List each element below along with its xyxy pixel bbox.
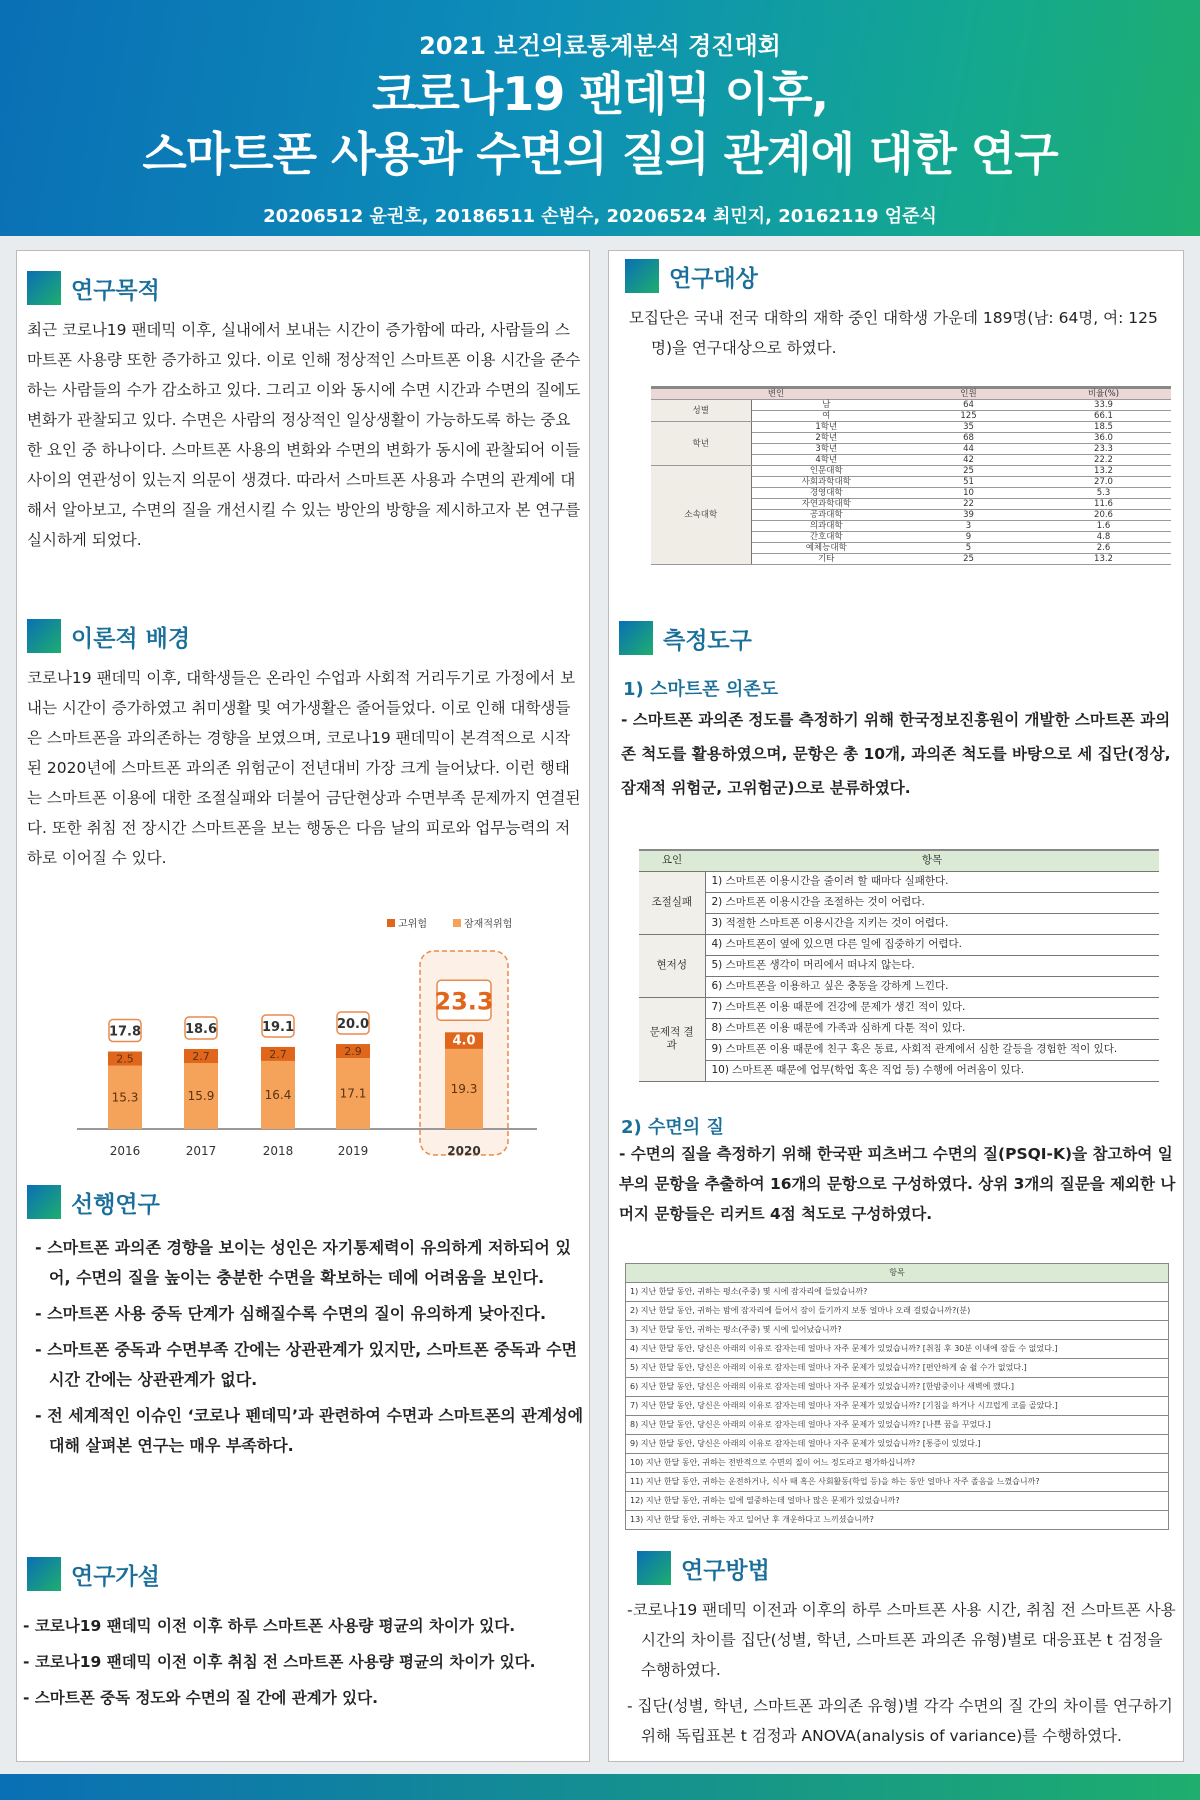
col-header: 항목 <box>705 850 1159 871</box>
smartphone-text: - 스마트폰 과의존 정도를 측정하기 위해 한국정보진흥원이 개발한 스마트폰 과의존 척도를 활용하였으며, 문항은 총 10개, 과의존 척도를 바탕으로 세 집단(정상, 잠재적 위험군, 고위험군)으로 분류하였다. <box>621 711 1171 797</box>
table-cell: 42 <box>901 455 1036 466</box>
psqi-table <box>625 1263 1169 1530</box>
group-label: 성별 <box>651 400 751 422</box>
table-cell: 1.6 <box>1036 521 1171 532</box>
table-cell: 기타 <box>751 554 901 565</box>
total-label: 20.0 <box>336 1017 370 1033</box>
table-cell: 3) 지난 한달 동안, 귀하는 평소(주중) 몇 시에 일어났습니까? <box>626 1321 1169 1340</box>
x-tick-label: 2020 <box>447 1144 481 1158</box>
table-cell: 5.3 <box>1036 488 1171 499</box>
section-subjects <box>625 259 758 293</box>
sleep-text: - 수면의 질을 측정하기 위해 한국판 피츠버그 수면의 질(PSQI-K)을 참고하여 일부의 문항을 추출하여 16개의 문항으로 구성하였다. 상위 3개의 질문을 제외한 나머지 문항들은 리커트 4점 척도로 구성하였다. <box>619 1145 1176 1223</box>
contest-name: 2021 보건의료통계분석 경진대회 <box>419 32 781 60</box>
table-cell: 1학년 <box>751 422 901 433</box>
table-cell: 8) 스마트폰 이용 때문에 가족과 심하게 다툰 적이 있다. <box>705 1018 1159 1039</box>
table-header <box>639 850 1159 871</box>
table-cell: 경영대학 <box>751 488 901 499</box>
authors: 20206512 윤권호, 20186511 손범수, 20206524 최민지, 20162119 엄준식 <box>263 206 937 227</box>
table-cell: 22.2 <box>1036 455 1171 466</box>
factor-label: 조절실패 <box>639 871 705 934</box>
list-item: - 스마트폰 사용 중독 단계가 심해질수록 수면의 질이 유의하게 낮아진다. <box>35 1304 547 1323</box>
section-title: 연구가설 <box>71 1563 160 1590</box>
table-header <box>651 388 1171 400</box>
table-cell: 4) 스마트폰이 옆에 있으면 다른 일에 집중하기 어렵다. <box>705 934 1159 955</box>
total-label: 23.3 <box>434 987 494 1016</box>
table-cell: 10) 지난 한달 동안, 귀하는 전반적으로 수면의 질이 어느 정도라고 평가하십니까? <box>626 1454 1169 1473</box>
table-cell: 27.0 <box>1036 477 1171 488</box>
value-label: 15.3 <box>111 1090 139 1105</box>
table-cell: 여 <box>751 411 901 422</box>
total-label: 19.1 <box>261 1019 295 1035</box>
table-cell: 66.1 <box>1036 411 1171 422</box>
table-row <box>639 871 1159 892</box>
section-marker-icon <box>637 1551 671 1585</box>
table-cell: 8) 지난 한달 동안, 당신은 아래의 이유로 잠자는데 얼마나 자주 문제가 있었습니까? [나쁜 꿈을 꾸었다.] <box>626 1416 1169 1435</box>
table-cell: 20.6 <box>1036 510 1171 521</box>
table-cell: 3 <box>901 521 1036 532</box>
table-cell: 13.2 <box>1036 466 1171 477</box>
table-cell: 3학년 <box>751 444 901 455</box>
table-row <box>639 934 1159 955</box>
table-cell: 22 <box>901 499 1036 510</box>
background-text: 코로나19 팬데믹 이후, 대학생들은 온라인 수업과 사회적 거리두기로 가정에서 보내는 시간이 증가하였고 취미생활 및 여가생활은 줄어들었다. 이로 인해 대학생들은 스마트폰을 과의존하는 경향을 보였으며, 코로나19 팬데믹이 본격적으로 시작된 2020년에 스마트폰 과의존 위험군이 전년대비 가장 크게 늘어났다. 이런 행태는 스마트폰 이용에 대한 조절실패와 더불어 금단현상과 수면부족 문제까지 연결된다. 또한 취침 전 장시간 스마트폰을 보는 행동은 다음 날의 피로와 업무능력의 저하로 이어질 수 있다. <box>27 669 581 867</box>
table-row <box>651 400 1171 411</box>
table-cell: 18.5 <box>1036 422 1171 433</box>
table-cell: 사회과학대학 <box>751 477 901 488</box>
subjects-text: 모집단은 국내 전국 대학의 재학 중인 대학생 가운데 189명(남: 64명, 여: 125명)을 연구대상으로 하였다. <box>629 309 1158 357</box>
hypothesis-list <box>19 1611 589 1719</box>
table-cell: 5) 지난 한달 동안, 당신은 아래의 이유로 잠자는데 얼마나 자주 문제가 있었습니까? [편안하게 숨 쉴 수가 없었다.] <box>626 1359 1169 1378</box>
value-label: 4.0 <box>452 1033 476 1049</box>
table-cell: 인문대학 <box>751 466 901 477</box>
col-header: 항목 <box>626 1264 1169 1283</box>
right-column <box>608 250 1184 1762</box>
table-cell: 1) 지난 한달 동안, 귀하는 평소(주중) 몇 시에 잠자리에 들었습니까? <box>626 1283 1169 1302</box>
list-item: - 스마트폰 중독과 수면부족 간에는 상관관계가 있지만, 스마트폰 중독과 수면시간 간에는 상관관계가 없다. <box>35 1340 577 1389</box>
method-list <box>623 1595 1179 1757</box>
table-cell: 68 <box>901 433 1036 444</box>
prior-list <box>31 1233 587 1467</box>
subsection-sleep: 2) 수면의 질 <box>621 1117 724 1138</box>
value-label: 15.9 <box>187 1089 215 1104</box>
table-cell: 39 <box>901 510 1036 521</box>
table-cell: 12) 지난 한달 동안, 귀하는 일에 열중하는데 얼마나 많은 문제가 있었습니까? <box>626 1492 1169 1511</box>
table-cell: 4.8 <box>1036 532 1171 543</box>
section-marker-icon <box>27 619 61 653</box>
table-row <box>639 1018 1159 1039</box>
table-row <box>626 1473 1169 1492</box>
table-cell: 13) 지난 한달 동안, 귀하는 자고 일어난 후 개운하다고 느끼셨습니까? <box>626 1511 1169 1530</box>
table-cell: 25 <box>901 466 1036 477</box>
table-cell: 4학년 <box>751 455 901 466</box>
table-row <box>626 1359 1169 1378</box>
list-item: - 코로나19 팬데믹 이전 이후 하루 스마트폰 사용량 평균의 차이가 있다. <box>23 1617 516 1635</box>
poster-header <box>0 0 1200 236</box>
table-row <box>639 1060 1159 1081</box>
section-prior <box>27 1185 160 1219</box>
section-hypothesis <box>27 1557 160 1591</box>
table-row <box>639 976 1159 997</box>
table-row <box>626 1397 1169 1416</box>
section-marker-icon <box>619 621 653 655</box>
table-cell: 125 <box>901 411 1036 422</box>
section-title: 선행연구 <box>71 1191 160 1218</box>
section-title: 연구방법 <box>681 1557 770 1584</box>
group-label: 소속대학 <box>651 466 751 565</box>
table-cell: 의과대학 <box>751 521 901 532</box>
table-cell: 1) 스마트폰 이용시간을 줄이려 할 때마다 실패한다. <box>705 871 1159 892</box>
table-cell: 7) 지난 한달 동안, 당신은 아래의 이유로 잠자는데 얼마나 자주 문제가 있었습니까? [기침을 하거나 시끄럽게 코를 골았다.] <box>626 1397 1169 1416</box>
section-marker-icon <box>27 1185 61 1219</box>
list-item: - 집단(성별, 학년, 스마트폰 과의존 유형)별 각각 수면의 질 간의 차이를 연구하기 위해 독립표본 t 검정과 ANOVA(analysis of variance)를 수행하였다. <box>627 1697 1173 1745</box>
table-cell: 11.6 <box>1036 499 1171 510</box>
value-label: 16.4 <box>264 1087 292 1102</box>
table-cell: 10) 스마트폰 때문에 업무(학업 혹은 직업 등) 수행에 어려움이 있다. <box>705 1060 1159 1081</box>
table-cell: 자연과학대학 <box>751 499 901 510</box>
table-row <box>639 913 1159 934</box>
table-row <box>639 1039 1159 1060</box>
table-row <box>651 422 1171 433</box>
x-tick-label: 2016 <box>109 1144 141 1158</box>
value-label: 17.1 <box>339 1086 367 1101</box>
section-purpose <box>27 271 160 305</box>
table-cell: 7) 스마트폰 이용 때문에 건강에 문제가 생긴 적이 있다. <box>705 997 1159 1018</box>
table-cell: 51 <box>901 477 1036 488</box>
table-row <box>626 1302 1169 1321</box>
value-label: 2.7 <box>269 1047 287 1061</box>
total-label: 18.6 <box>184 1022 218 1038</box>
table-cell: 2) 스마트폰 이용시간을 조절하는 것이 어렵다. <box>705 892 1159 913</box>
table-cell: 23.3 <box>1036 444 1171 455</box>
col-header: 요인 <box>639 850 705 871</box>
table-row <box>639 997 1159 1018</box>
table-cell: 6) 지난 한달 동안, 당신은 아래의 이유로 잠자는데 얼마나 자주 문제가 있었습니까? [한밤중이나 새벽에 깼다.] <box>626 1378 1169 1397</box>
section-tools <box>619 621 752 655</box>
value-label: 2.5 <box>116 1052 134 1066</box>
table-cell: 10 <box>901 488 1036 499</box>
section-background <box>27 619 190 653</box>
section-marker-icon <box>27 271 61 305</box>
legend-label: 잠재적위험 <box>464 919 513 930</box>
table-cell: 36.0 <box>1036 433 1171 444</box>
table-cell: 9) 지난 한달 동안, 당신은 아래의 이유로 잠자는데 얼마나 자주 문제가 있었습니까? [통증이 있었다.] <box>626 1435 1169 1454</box>
col-header: 비율(%) <box>1036 388 1171 400</box>
table-cell: 4) 지난 한달 동안, 당신은 아래의 이유로 잠자는데 얼마나 자주 문제가 있었습니까? [취침 후 30분 이내에 잠들 수 없었다.] <box>626 1340 1169 1359</box>
list-item: - 스마트폰 중독 정도와 수면의 질 간에 관계가 있다. <box>23 1689 378 1707</box>
table-row <box>639 892 1159 913</box>
table-cell: 5) 스마트폰 생각이 머리에서 떠나지 않는다. <box>705 955 1159 976</box>
list-item: -코로나19 팬데믹 이전과 이후의 하루 스마트폰 사용 시간, 취침 전 스마트폰 사용시간의 차이를 집단(성별, 학년, 스마트폰 과의존 유형)별로 대응표본 t 검정을 수행하였다. <box>627 1601 1176 1679</box>
table-cell: 25 <box>901 554 1036 565</box>
list-item: - 코로나19 팬데믹 이전 이후 취침 전 스마트폰 사용량 평균의 차이가 있다. <box>23 1653 536 1671</box>
x-tick-label: 2019 <box>337 1144 369 1158</box>
value-label: 2.9 <box>344 1045 362 1059</box>
table-row <box>626 1416 1169 1435</box>
table-cell: 2) 지난 한달 동안, 귀하는 밤에 잠자리에 들어서 잠이 들기까지 보통 얼마나 오래 걸렸습니까?(분) <box>626 1302 1169 1321</box>
table-row <box>626 1454 1169 1473</box>
table-cell: 공과대학 <box>751 510 901 521</box>
section-title: 측정도구 <box>663 627 752 654</box>
section-title: 연구목적 <box>71 277 160 304</box>
table-row <box>626 1340 1169 1359</box>
poster-title <box>0 64 1200 184</box>
table-cell: 64 <box>901 400 1036 411</box>
factor-label: 문제적 결과 <box>639 997 705 1081</box>
x-tick-label: 2018 <box>262 1144 294 1158</box>
table-cell: 2.6 <box>1036 543 1171 554</box>
title-line-1: 코로나19 팬데믹 이후, <box>371 67 828 121</box>
table-cell: 9 <box>901 532 1036 543</box>
table-cell: 남 <box>751 400 901 411</box>
table-row <box>626 1492 1169 1511</box>
footer-bar <box>0 1774 1200 1800</box>
table-cell: 6) 스마트폰을 이용하고 싶은 충동을 강하게 느낀다. <box>705 976 1159 997</box>
subsection-smartphone: 1) 스마트폰 의존도 <box>623 679 778 700</box>
table-row <box>626 1321 1169 1340</box>
list-item: - 전 세계적인 이슈인 ‘코로나 펜데믹’과 관련하여 수면과 스마트폰의 관계성에 대해 살펴본 연구는 매우 부족하다. <box>35 1406 584 1455</box>
section-title: 연구대상 <box>669 265 758 292</box>
table-row <box>626 1378 1169 1397</box>
value-label: 19.3 <box>450 1081 478 1096</box>
table-cell: 33.9 <box>1036 400 1171 411</box>
col-header: 인원 <box>901 388 1036 400</box>
table-cell: 간호대학 <box>751 532 901 543</box>
section-marker-icon <box>625 259 659 293</box>
legend-swatch <box>453 919 461 927</box>
table-row <box>639 955 1159 976</box>
section-marker-icon <box>27 1557 61 1591</box>
table-row <box>626 1511 1169 1530</box>
title-line-2: 스마트폰 사용과 수면의 질의 관계에 대한 연구 <box>142 127 1058 181</box>
group-label: 학년 <box>651 422 751 466</box>
legend-swatch <box>387 919 395 927</box>
risk-chart <box>57 917 557 1177</box>
smartphone-scale-table <box>639 849 1159 1082</box>
x-tick-label: 2017 <box>185 1144 217 1158</box>
section-title: 이론적 배경 <box>71 625 191 652</box>
table-cell: 44 <box>901 444 1036 455</box>
left-column <box>16 250 590 1762</box>
list-item: - 스마트폰 과의존 경향을 보이는 성인은 자기통제력이 유의하게 저하되어 있어, 수면의 질을 높이는 충분한 수면을 확보하는 데에 어려움을 보인다. <box>35 1238 571 1287</box>
value-label: 2.7 <box>192 1050 210 1064</box>
table-cell: 5 <box>901 543 1036 554</box>
table-row <box>626 1435 1169 1454</box>
demographics-table <box>651 386 1171 565</box>
col-header: 변인 <box>651 388 901 400</box>
table-cell: 11) 지난 한달 동안, 귀하는 운전하거나, 식사 때 혹은 사회활동(학업 등)을 하는 동안 얼마나 자주 졸음을 느꼈습니까? <box>626 1473 1169 1492</box>
table-cell: 2학년 <box>751 433 901 444</box>
factor-label: 현저성 <box>639 934 705 997</box>
table-cell: 3) 적절한 스마트폰 이용시간을 지키는 것이 어렵다. <box>705 913 1159 934</box>
purpose-text: 최근 코로나19 팬데믹 이후, 실내에서 보내는 시간이 증가함에 따라, 사람들의 스마트폰 사용량 또한 증가하고 있다. 이로 인해 정상적인 스마트폰 이용 시간을 준수하는 사람들의 수가 감소하고 있다. 그리고 이와 동시에 수면 시간과 수면의 질에도 변화가 관찰되고 있다. 수면은 사람의 정상적인 일상생활이 가능하도록 하는 중요한 요인 중 하나이다. 스마트폰 사용의 변화와 수면의 변화가 동시에 관찰되어 이들 사이의 연관성이 있는지 의문이 생겼다. 따라서 스마트폰 사용과 수면의 관계에 대해서 알아보고, 수면의 질을 개선시킬 수 있는 방안의 방향을 제시하고자 본 연구를 실시하게 되었다. <box>27 321 581 549</box>
table-header <box>626 1264 1169 1283</box>
section-method <box>637 1551 770 1585</box>
table-row <box>651 466 1171 477</box>
table-cell: 9) 스마트폰 이용 때문에 친구 혹은 동료, 사회적 관계에서 심한 갈등을 경험한 적이 있다. <box>705 1039 1159 1060</box>
total-label: 17.8 <box>108 1024 142 1040</box>
table-cell: 13.2 <box>1036 554 1171 565</box>
table-cell: 35 <box>901 422 1036 433</box>
legend-label: 고위험 <box>398 919 427 930</box>
table-cell: 예체능대학 <box>751 543 901 554</box>
table-row <box>626 1283 1169 1302</box>
